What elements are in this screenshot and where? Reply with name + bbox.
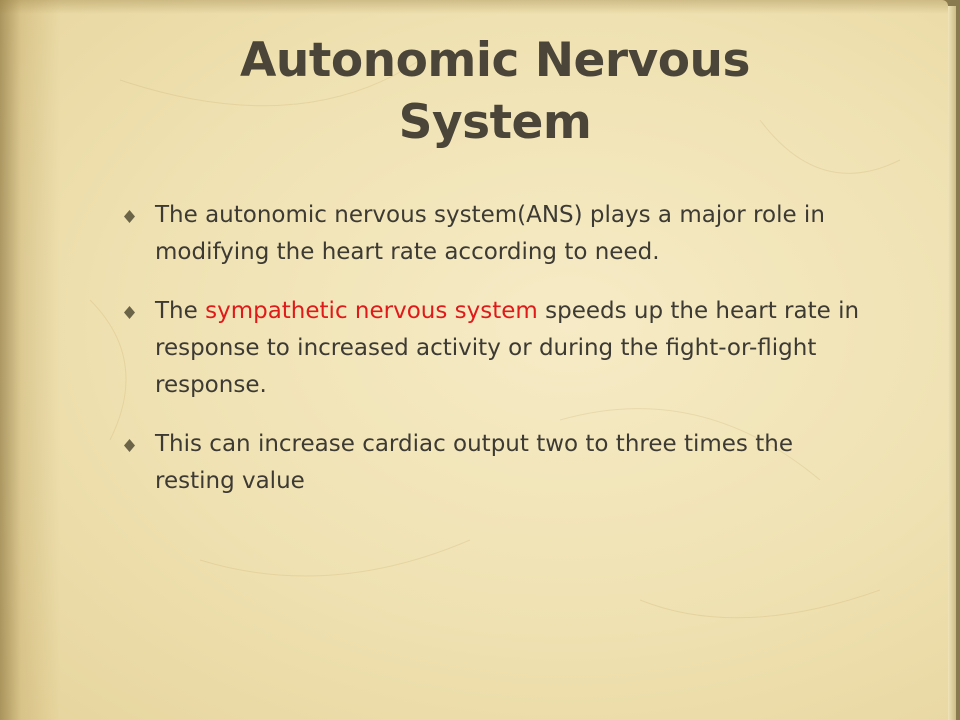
list-item xyxy=(124,197,864,271)
bullet-list xyxy=(124,197,864,522)
bullet-text-before: The xyxy=(155,298,206,324)
diamond-bullet-icon xyxy=(124,306,135,319)
slide-title: Autonomic Nervous System xyxy=(240,33,750,150)
highlighted-term: sympathetic nervous system xyxy=(205,298,538,324)
list-item xyxy=(124,426,864,500)
bullet-text: This can increase cardiac output two to three times the resting value xyxy=(155,431,793,494)
diamond-bullet-icon xyxy=(124,210,135,223)
bullet-text-after: speeds up the heart rate in response to increased activity or during the fight-or-flight response. xyxy=(155,298,860,398)
bullet-text: The autonomic nervous system(ANS) plays a major role in modifying the heart rate according to need. xyxy=(155,202,825,265)
list-item xyxy=(124,293,864,404)
diamond-bullet-icon xyxy=(124,439,135,452)
